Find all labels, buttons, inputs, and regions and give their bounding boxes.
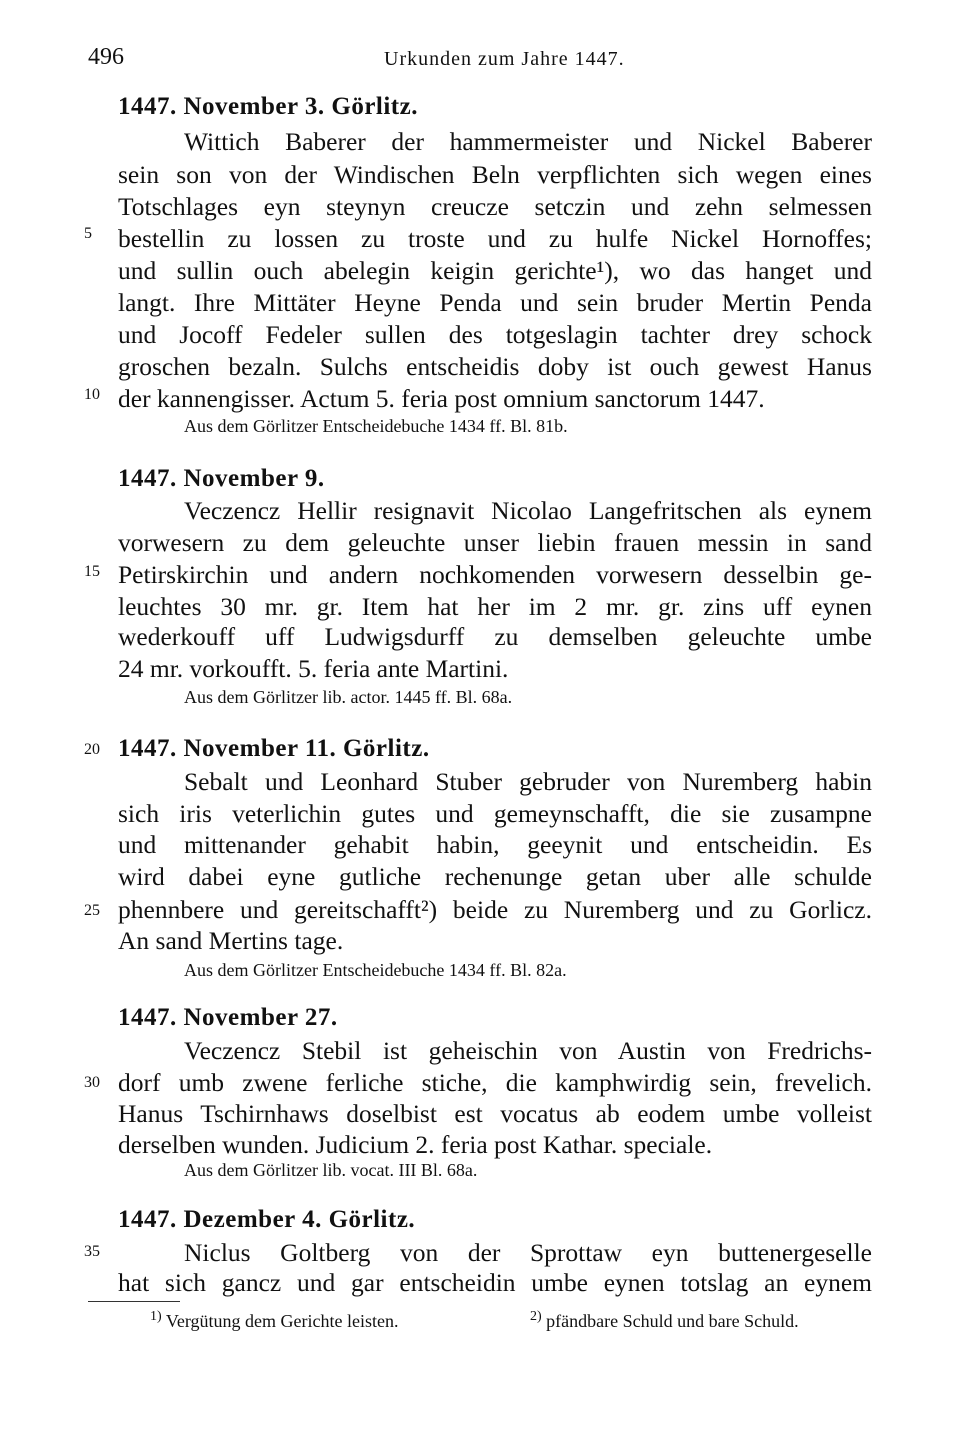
text-line: Totschlages eyn steynyn creucze setczin und zehn selmessen bbox=[118, 192, 872, 221]
footnote-mark: 2) bbox=[530, 1309, 542, 1324]
footnote-text: pfändbare Schuld und bare Schuld. bbox=[546, 1311, 799, 1331]
text-line: Veczencz Stebil ist geheischin von Austin von Fredrichs- bbox=[184, 1036, 872, 1065]
text-line: An sand Mertins tage. bbox=[118, 926, 344, 955]
line-number: 35 bbox=[84, 1243, 100, 1260]
text-line: bestellin zu lossen zu troste und zu hulfe Nickel Hornoffes; bbox=[118, 224, 872, 253]
source-citation: Aus dem Görlitzer Entscheidebuche 1434 ff. Bl. 81b. bbox=[184, 416, 568, 436]
line-number: 10 bbox=[84, 386, 100, 403]
text-line: der kannengisser. Actum 5. feria post omnium sanctorum 1447. bbox=[118, 384, 765, 413]
line-number: 5 bbox=[84, 225, 92, 242]
line-number: 25 bbox=[84, 902, 100, 919]
text-line: wird dabei eyne gutliche rechenunge getan uber alle schulde bbox=[118, 862, 872, 891]
line-number: 30 bbox=[84, 1074, 100, 1091]
text-line: Veczencz Hellir resignavit Nicolao Langefritschen als eynem bbox=[184, 496, 872, 525]
page-number: 496 bbox=[88, 44, 124, 70]
text-line: langt. Ihre Mittäter Heyne Penda und sein bruder Mertin Penda bbox=[118, 288, 872, 317]
source-citation: Aus dem Görlitzer lib. vocat. III Bl. 68a. bbox=[184, 1160, 478, 1180]
source-citation: Aus dem Görlitzer lib. actor. 1445 ff. Bl. 68a. bbox=[184, 687, 513, 707]
entry-heading: 1447. November 3. Görlitz. bbox=[118, 93, 418, 120]
text-line: und mittenander gehabit habin, geeynit und entscheidin. Es bbox=[118, 830, 872, 859]
running-title: Urkunden zum Jahre 1447. bbox=[384, 48, 625, 70]
footnote-text: Vergütung dem Gerichte leisten. bbox=[165, 1311, 399, 1331]
line-number: 20 bbox=[84, 741, 100, 758]
entry-heading: 1447. Dezember 4. Görlitz. bbox=[118, 1206, 416, 1233]
text-line: derselben wunden. Judicium 2. feria post Kathar. speciale. bbox=[118, 1130, 713, 1159]
text-line: wederkouff uff Ludwigsdurff zu demselben geleuchte umbe bbox=[118, 622, 872, 651]
entry-heading: 1447. November 27. bbox=[118, 1004, 338, 1031]
entry-heading: 1447. November 11. Görlitz. bbox=[118, 735, 430, 762]
text-line: Wittich Baberer der hammermeister und Nickel Baberer bbox=[184, 127, 872, 156]
text-line: Hanus Tschirnhaws doselbist est vocatus ab eodem umbe volleist bbox=[118, 1099, 872, 1128]
text-line: dorf umb zwene ferliche stiche, die kamphwirdig sein, frevelich. bbox=[118, 1068, 872, 1097]
footnote-mark: 1) bbox=[150, 1309, 162, 1324]
text-line: sich iris veterlichin gutes und gemeynschafft, die sie zusampne bbox=[118, 799, 872, 828]
text-line: groschen bezaln. Sulchs entscheidis doby ist ouch gewest Hanus bbox=[118, 352, 872, 381]
footnote-rule bbox=[88, 1301, 180, 1302]
text-line: und sullin ouch abelegin keigin gerichte¹), wo das hanget und bbox=[118, 256, 872, 285]
text-line: Petirskirchin und andern nochkomenden vorwesern desselbin ge- bbox=[118, 560, 872, 589]
text-line: 24 mr. vorkoufft. 5. feria ante Martini. bbox=[118, 654, 509, 683]
text-line: vorwesern zu dem geleuchte unser liebin frauen messin in sand bbox=[118, 528, 872, 557]
footnote bbox=[530, 1309, 799, 1332]
text-line: und Jocoff Fedeler sullen des totgeslagin tachter drey schock bbox=[118, 320, 872, 349]
text-line: leuchtes 30 mr. gr. Item hat her im 2 mr. gr. zins uff eynen bbox=[118, 592, 872, 621]
text-line: phennbere und gereitschafft²) beide zu Nuremberg und zu Gorlicz. bbox=[118, 895, 872, 924]
footnote bbox=[150, 1309, 398, 1332]
text-line: Sebalt und Leonhard Stuber gebruder von Nuremberg habin bbox=[184, 767, 872, 796]
text-line: hat sich gancz und gar entscheidin umbe eynen totslag an eynem bbox=[118, 1268, 872, 1297]
entry-heading: 1447. November 9. bbox=[118, 465, 325, 492]
text-line: sein son von der Windischen Beln verpflichten sich wegen eines bbox=[118, 160, 872, 189]
text-line: Niclus Goltberg von der Sprottaw eyn buttenergeselle bbox=[184, 1238, 872, 1267]
source-citation: Aus dem Görlitzer Entscheidebuche 1434 ff. Bl. 82a. bbox=[184, 960, 567, 980]
line-number: 15 bbox=[84, 563, 100, 580]
